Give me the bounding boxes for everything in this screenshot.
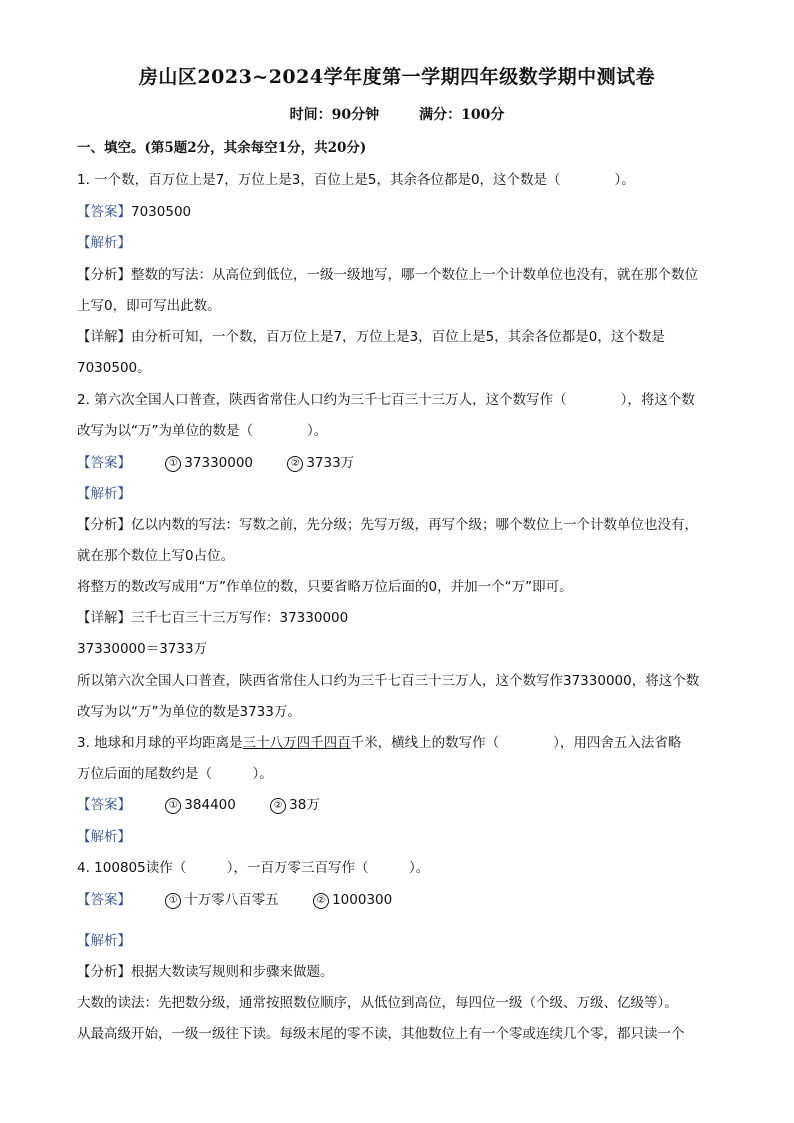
q2-detail-3: 所以第六次全国人口普查，陕西省常住人口约为三千七百三十三万人，这个数写作37330000，将这个数: [77, 673, 700, 689]
detail-text: 由分析可知，一个数，百万位上是7，万位上是3，百位上是5，其余各位都是0，这个数是: [131, 329, 665, 345]
exam-info: [0, 104, 794, 124]
fenxi-tag: 【分析】: [77, 517, 131, 533]
answer-tag: 【答案】: [77, 455, 131, 471]
answer-value: 7030500: [131, 204, 192, 220]
q2-answer: [77, 451, 354, 472]
circled-number-1: ①: [165, 798, 181, 814]
q2-fenxi-1: [77, 513, 698, 533]
question-2-line-2: 改写为以“万”为单位的数是（ ）。: [77, 423, 328, 439]
q3-answer: [77, 793, 320, 814]
answer-value: 38万: [289, 797, 320, 813]
section-heading: 一、填空。(第5题2分，其余每空1分，共20分): [77, 140, 367, 156]
q4-rule-1: 大数的读法：先把数分级，通常按照数位顺序，从低位到高位，每四位一级（个级、万级、亿级等）。: [77, 995, 678, 1011]
answer-value: 37330000: [184, 455, 254, 471]
q1-detail-1: [77, 325, 665, 345]
question-3-line-2: 万位后面的尾数约是（ ）。: [77, 766, 273, 782]
answer-tag: 【答案】: [77, 797, 131, 813]
q2-detail-4: 改写为以“万”为单位的数是3733万。: [77, 704, 301, 720]
answer-item-2: [287, 451, 354, 472]
answer-item-2: [313, 892, 392, 909]
answer-item-2: [270, 793, 320, 814]
question-1: 1. 一个数，百万位上是7，万位上是3，百位上是5，其余各位都是0，这个数是（ ）。: [77, 172, 635, 188]
q1-fenxi-2: 上写0，即可写出此数。: [77, 298, 221, 314]
question-2-line-1: 2. 第六次全国人口普查，陕西省常住人口约为三千七百三十三万人，这个数写作（ ），将这个数: [77, 392, 695, 408]
answer-tag: 【答案】: [77, 204, 131, 220]
analysis-tag: 【解析】: [77, 829, 131, 845]
q2-detail-1: [77, 606, 348, 626]
answer-item-1: [165, 455, 253, 472]
q2-detail-2: 37330000＝3733万: [77, 641, 208, 657]
fenxi-tag: 【分析】: [77, 964, 131, 980]
answer-item-1: [165, 888, 279, 909]
q2-fenxi-2: 就在那个数位上写0占位。: [77, 548, 235, 564]
answer-item-1: [165, 797, 236, 814]
detail-tag: 【详解】: [77, 329, 131, 345]
underlined-number: 三十八万四千四百: [242, 735, 351, 751]
exam-score: 满分：100分: [419, 107, 505, 123]
analysis-tag: 【解析】: [77, 933, 131, 949]
circled-number-2: ②: [270, 798, 286, 814]
question-3-line-1: [77, 731, 681, 751]
question-4: 4. 100805读作（ ），一百万零三百写作（ ）。: [77, 860, 430, 876]
fenxi-text: 整数的写法：从高位到低位，一级一级地写，哪一个数位上一个计数单位也没有，就在那个数位: [131, 267, 698, 283]
answer-value: 十万零八百零五: [184, 892, 279, 908]
page-title: 房山区2023~2024学年度第一学期四年级数学期中测试卷: [138, 66, 656, 88]
q4-fenxi-1: [77, 960, 334, 980]
answer-value: 384400: [184, 797, 236, 813]
analysis-tag: 【解析】: [77, 486, 131, 502]
detail-tag: 【详解】: [77, 610, 131, 626]
detail-text: 三千七百三十三万写作：37330000: [131, 610, 349, 626]
circled-number-1: ①: [165, 893, 181, 909]
q2-fenxi-3: 将整万的数改写成用“万”作单位的数，只要省略万位后面的0，并加一个“万”即可。: [77, 579, 573, 595]
fenxi-text: 根据大数读写规则和步骤来做题。: [131, 964, 334, 980]
answer-value: 3733万: [306, 455, 355, 471]
circled-number-2: ②: [313, 893, 329, 909]
circled-number-2: ②: [287, 456, 303, 472]
q4-rule-2: 从最高级开始，一级一级往下读。每级末尾的零不读，其他数位上有一个零或连续几个零，都只读一个: [77, 1026, 685, 1042]
answer-value: 1000300: [332, 892, 393, 908]
analysis-tag: 【解析】: [77, 235, 131, 251]
q1-detail-2: 7030500。: [77, 360, 151, 376]
question-text: 千米，横线上的数写作（ ），用四舍五入法省略: [350, 735, 682, 751]
question-text: 3. 地球和月球的平均距离是: [77, 735, 243, 751]
fenxi-text: 亿以内数的写法：写数之前，先分级；先写万级，再写个级；哪个数位上一个计数单位也没有，: [131, 517, 698, 533]
fenxi-tag: 【分析】: [77, 267, 131, 283]
circled-number-1: ①: [165, 456, 181, 472]
exam-time: 时间：90分钟: [289, 107, 380, 123]
q4-answer: [77, 888, 392, 909]
q1-answer: [77, 200, 191, 220]
q1-fenxi-1: [77, 263, 698, 283]
answer-tag: 【答案】: [77, 892, 131, 908]
